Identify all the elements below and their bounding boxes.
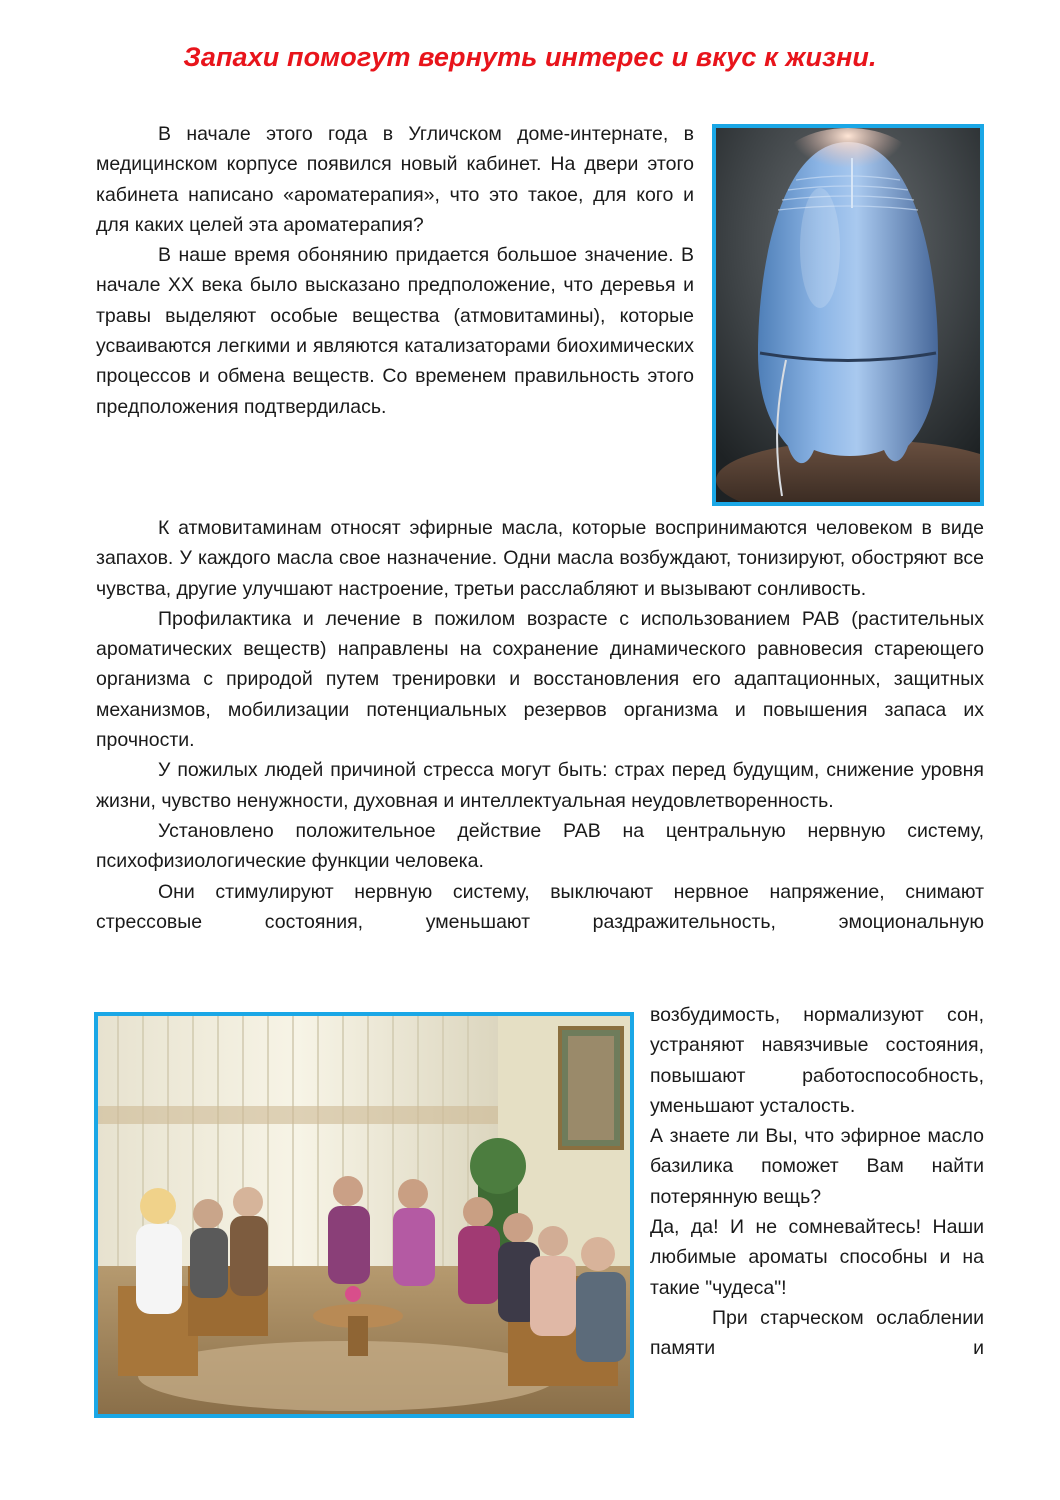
paragraph-positive-effect: Установлено положительное действие РАВ на центральную нервную систему, психофизиологические функции человека. bbox=[96, 819, 984, 873]
paragraph-aromatherapy-cabinet: В начале этого года в Угличском доме-интернате, в медицинском корпусе появился новый кабинет. На двери этого кабинета написано «ароматерапия», что это такое, для кого и для каких целей эта ароматерапия? bbox=[96, 123, 694, 236]
aroma-lamp-image bbox=[716, 128, 980, 502]
paragraph-basil-question: А знаете ли Вы, что эфирное масло базилика поможет Вам найти потерянную вещь? bbox=[650, 1125, 984, 1208]
paragraph-stimulate: Они стимулируют нервную систему, выключают нервное напряжение, снимают стрессовые состояния, уменьшают раздражительность, эмоциональную bbox=[96, 880, 984, 933]
group-session-image bbox=[98, 1016, 630, 1414]
intro-text-column bbox=[96, 119, 694, 422]
paragraph-prevention: Профилактика и лечение в пожилом возрасте с использованием РАВ (растительных ароматических веществ) направлены на сохранение динамического равновесия стареющего организма с природой путем тренировки и восстановления его адаптационных, защитных механизмов, мобилизации потенциальных резервов организма и повышения запаса их прочности. bbox=[96, 607, 984, 752]
page-title: Запахи помогут вернуть интерес и вкус к жизни. bbox=[183, 42, 877, 72]
group-session-photo bbox=[94, 1012, 634, 1418]
paragraph-miracles: Да, да! И не сомневайтесь! Наши любимые ароматы способны и на такие "чудеса"! bbox=[650, 1216, 984, 1299]
paragraph-stress-causes: У пожилых людей причиной стресса могут быть: страх перед будущим, снижение уровня жизни, чувство ненужности, духовная и интеллектуальная неудовлетворенность. bbox=[96, 759, 984, 812]
aroma-lamp-photo bbox=[712, 124, 984, 506]
main-text-column bbox=[96, 513, 984, 937]
paragraph-excitability: возбудимость, нормализуют сон, устраняют навязчивые состояния, повышают работоспособность, уменьшают усталость. bbox=[650, 1004, 984, 1117]
paragraph-atmovitamins: К атмовитаминам относят эфирные масла, которые воспринимаются человеком в виде запахов. У каждого масла свое назначение. Одни масла возбуждают, тонизируют, обостряют все чувства, другие улучшают настроение, третьи расслабляют и вызывают сонливость. bbox=[96, 517, 984, 600]
side-text-column bbox=[650, 1000, 984, 1364]
paragraph-smell-importance: В наше время обонянию придается большое значение. В начале XX века было высказано предположение, что деревья и травы выделяют особые вещества (атмовитамины), которые усваиваются легкими и являются катализаторами биохимических процессов и обмена веществ. Со временем правильность этого предположения подтвердилась. bbox=[96, 244, 694, 418]
paragraph-memory: При старческом ослаблении памяти и bbox=[650, 1306, 984, 1360]
